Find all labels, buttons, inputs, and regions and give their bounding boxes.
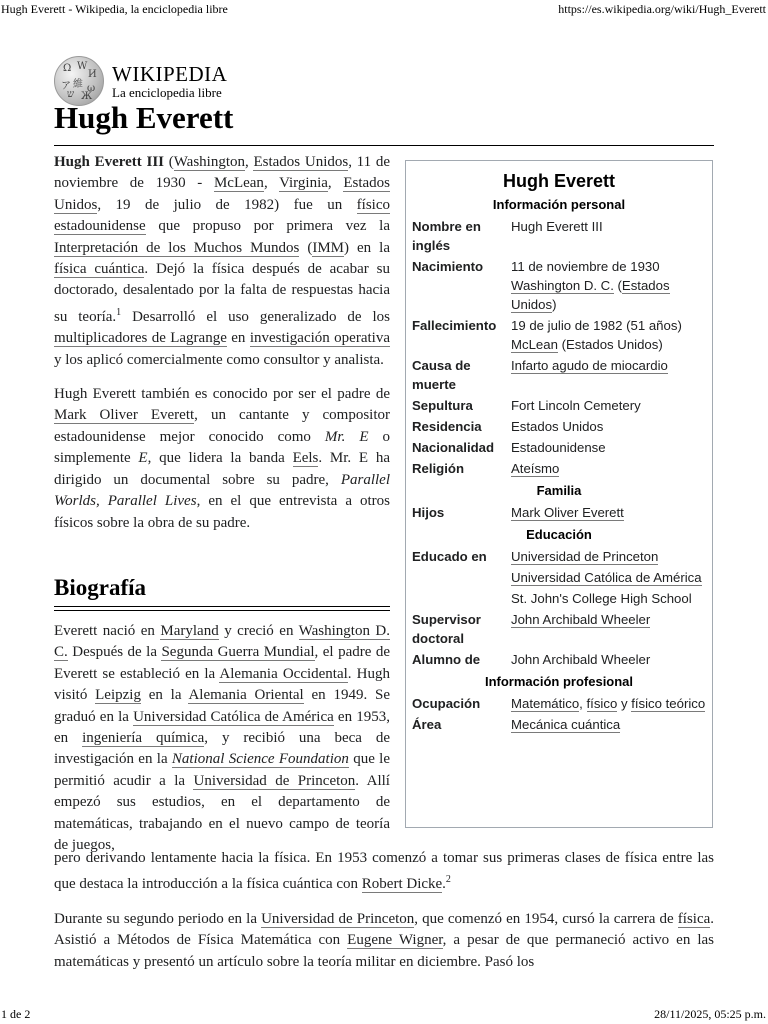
article-link[interactable]: Universidad Católica de América [511, 570, 702, 585]
infobox [405, 160, 713, 828]
infobox-value [511, 417, 706, 436]
article-link[interactable]: Washington D. C. [54, 623, 391, 661]
infobox-value [511, 610, 706, 648]
text-run: E [138, 450, 148, 467]
text-run: Hugh Everett III [511, 219, 603, 234]
infobox-label: Fallecimiento [412, 318, 497, 333]
infobox-value [511, 217, 706, 255]
text-run: , [579, 696, 587, 711]
section-divider [54, 606, 390, 611]
biografia-column [54, 621, 390, 869]
article-link[interactable]: McLean [213, 175, 264, 192]
text-run: Desarrolló el uso generalizado de los [121, 308, 390, 325]
text-run: Estados Unidos [511, 419, 604, 434]
infobox-value [511, 547, 706, 566]
article-link[interactable]: Eels [292, 450, 319, 467]
infobox-label: Causa de muerte [412, 358, 471, 392]
infobox-value [511, 438, 706, 457]
text-run: ( [164, 154, 174, 170]
text-run: o simplemente [54, 428, 390, 467]
infobox-label: Área [412, 717, 442, 732]
section-heading-biografia: Biografía [54, 575, 146, 600]
print-header-url: https://es.wikipedia.org/wiki/Hugh_Everett [558, 2, 766, 16]
infobox-row [406, 438, 712, 457]
infobox-section-heading: Familia [536, 483, 582, 498]
infobox-row [406, 217, 712, 255]
infobox-row [406, 257, 712, 314]
infobox-label: Supervisor doctoral [412, 612, 481, 646]
text-run: . Dejó la física después de acabar su doctorado, desalentado por la falta de respuestas hacia su teoría. [54, 261, 391, 325]
article-link[interactable]: John Archibald Wheeler [511, 612, 651, 627]
text-run: Mr. E [324, 428, 369, 445]
text-run: Hugh Everett también es conocido por ser el padre de [54, 386, 390, 403]
infobox-value [511, 459, 706, 478]
intro-column [54, 152, 390, 547]
infobox-row [406, 459, 712, 478]
article-link[interactable]: Virginia [279, 175, 328, 192]
biografia-paragraph-1 [54, 621, 390, 856]
text-run: Durante su segundo periodo en la [54, 910, 262, 927]
text-run: , en el que entrevista a otros físicos sobre la obra de su padre. [54, 493, 390, 531]
article-link[interactable]: Maryland [160, 623, 219, 639]
infobox-row [406, 568, 712, 587]
title-divider [54, 145, 714, 146]
infobox-value [511, 650, 706, 669]
text-run: que le permitió acudir a la [54, 751, 390, 789]
wikipedia-tagline: La enciclopedia libre [112, 84, 222, 100]
print-footer-date: 28/11/2025, 05:25 p.m. [654, 1007, 766, 1021]
article-link[interactable]: Mark Oliver Everett [511, 505, 624, 520]
infobox-value [511, 568, 706, 587]
text-run: , un cantante y compositor estadounidense mejor conocido como [54, 407, 390, 445]
footnote-ref[interactable]: 1 [116, 306, 122, 318]
article-link[interactable]: Interpretación de los Muchos Mundos [54, 239, 300, 256]
article-link[interactable]: National Science Foundation [171, 751, 349, 768]
text-run: y los aplicó comercialmente como consultor y analista. [54, 351, 384, 368]
text-run: 19 de julio de 1982 (51 años) [511, 318, 682, 333]
text-run: St. John's College High School [511, 591, 692, 606]
article-link[interactable]: Leipzig [95, 687, 141, 704]
article-link[interactable]: físico teórico [631, 696, 706, 711]
article-link[interactable]: Alemania Occidental [219, 665, 348, 682]
text-run: Estadounidense [511, 440, 606, 455]
article-link[interactable]: Universidad de Princeton [193, 772, 356, 789]
text-run: . Allí empezó sus estudios, en el departamento de matemáticas, trabajando en el nuevo campo de teoría de juegos, [54, 772, 390, 854]
text-run: , que comenzó en 1954, cursó la carrera de [414, 910, 678, 927]
text-run: , [327, 175, 344, 192]
article-link[interactable]: Alemania Oriental [188, 687, 304, 704]
intro-paragraph-2 [54, 384, 390, 534]
infobox-label: Alumno de [412, 652, 481, 667]
infobox-value [511, 715, 706, 734]
text-run: , [245, 154, 254, 170]
text-run: , a pesar de que permaneció activo en las matemáticas y presentó un artículo sobre la teoría militar en diciembre. Pasó los [54, 932, 715, 970]
infobox-value [511, 356, 706, 394]
article-link[interactable]: IMM [312, 239, 345, 256]
text-run: en [226, 330, 250, 347]
text-run: ) [552, 297, 557, 312]
wikipedia-wordmark: WIKIPEDIA [112, 61, 228, 86]
infobox-value [511, 694, 706, 713]
infobox-row [406, 356, 712, 394]
article-link[interactable]: Universidad de Princeton [511, 549, 659, 564]
infobox-row [406, 503, 712, 522]
text-run: John Archibald Wheeler [511, 652, 651, 667]
text-run: , el padre de Everett se estableció en la [54, 644, 391, 682]
text-run: . Hugh visitó [54, 665, 390, 704]
infobox-label: Nombre en inglés [412, 219, 481, 253]
biografia-wide [54, 848, 714, 986]
text-run: y [617, 696, 632, 711]
article-link[interactable]: físico [586, 696, 618, 711]
text-run: (Estados Unidos) [557, 337, 663, 352]
article-link[interactable]: Robert Dicke [361, 876, 443, 893]
infobox-row [406, 610, 712, 648]
infobox-label [412, 589, 511, 608]
infobox-label: Ocupación [412, 696, 481, 711]
text-run: en la [140, 687, 189, 704]
infobox-value [511, 316, 706, 354]
infobox-label: Residencia [412, 419, 482, 434]
biografia-paragraph-2 [54, 909, 714, 973]
text-run: ( [299, 239, 313, 256]
article-link[interactable]: Infarto agudo de miocardio [511, 358, 668, 373]
text-run: pero derivando lentamente hacia la física. En 1953 comenzó a tomar sus primeras clases de física entre las que destaca la introducción a la física cuántica con [54, 850, 714, 893]
infobox-section-heading: Educación [526, 527, 592, 542]
article-link[interactable]: físico estadounidense [54, 196, 390, 235]
infobox-label: Religión [412, 461, 465, 476]
infobox-section-heading: Información personal [492, 197, 626, 212]
infobox-label: Hijos [412, 505, 445, 520]
article-link[interactable]: investigación operativa [249, 330, 390, 347]
text-run: , 11 de noviembre de 1930 - [54, 154, 390, 192]
infobox-label: Nacimiento [412, 259, 484, 274]
article-link[interactable]: Ateísmo [511, 461, 560, 476]
article-link[interactable]: física [677, 910, 711, 927]
text-run: , y recibió una beca de investigación en la [54, 730, 390, 768]
infobox-row [406, 589, 712, 608]
infobox-section-heading: Información profesional [484, 674, 634, 689]
infobox-row [406, 316, 712, 354]
text-run: Parallel Worlds, Parallel Lives [54, 471, 390, 510]
infobox-row [406, 547, 712, 566]
article-link[interactable]: Washington [173, 154, 246, 170]
article-link[interactable]: Eugene Wigner [347, 932, 443, 949]
page-title: Hugh Everett [54, 100, 234, 135]
text-run: ( [613, 278, 622, 293]
intro-paragraph-1 [54, 152, 390, 371]
article-link[interactable]: McLean [511, 337, 558, 352]
infobox-value [511, 589, 706, 608]
infobox-title: Hugh Everett [502, 171, 616, 191]
text-run: , 19 de julio de 1982) fue un [97, 196, 357, 213]
text-run: Hugh Everett III [54, 154, 164, 170]
text-run: . Asistió a Métodos de Física Matemática con [54, 910, 715, 949]
wikipedia-logo[interactable] [54, 56, 227, 106]
text-run: Everett nació en [54, 623, 161, 639]
infobox-value [511, 257, 706, 314]
text-run: que propuso por primera vez la [145, 218, 390, 235]
article-link[interactable]: ingeniería química [82, 730, 205, 747]
text-run: y creció en [218, 623, 299, 639]
article-link[interactable]: física cuántica [54, 261, 145, 278]
text-run: , [263, 175, 280, 192]
text-run: . Mr. E ha dirigido un documental sobre su padre, [54, 450, 390, 488]
infobox-label [412, 568, 511, 587]
text-run: Después de la [67, 644, 162, 661]
text-run: 11 de noviembre de 1930 [511, 259, 660, 274]
article-link[interactable]: Universidad Católica de América [133, 708, 334, 725]
article-link[interactable]: Segunda Guerra Mundial [161, 644, 315, 661]
infobox-label: Nacionalidad [412, 440, 495, 455]
article-link[interactable]: Estados Unidos [54, 175, 390, 213]
biografia-paragraph-1-cont [54, 848, 714, 896]
print-footer-page: 1 de 2 [1, 1007, 31, 1021]
text-run: Fort Lincoln Cemetery [511, 398, 641, 413]
article-link[interactable]: Estados Unidos [253, 154, 349, 170]
infobox-row [406, 715, 712, 734]
text-run: en 1953, en [54, 708, 390, 747]
infobox-row [406, 396, 712, 415]
infobox-row [406, 650, 712, 669]
text-run: en 1949. Se graduó en la [54, 687, 390, 725]
article-link[interactable]: Matemático [511, 696, 580, 711]
print-header-title: Hugh Everett - Wikipedia, la enciclopedia libre [1, 2, 228, 16]
article-link[interactable]: multiplicadores de Lagrange [54, 330, 227, 347]
infobox-row [406, 417, 712, 436]
infobox-label: Sepultura [412, 398, 473, 413]
article-link[interactable]: Estados Unidos [511, 278, 670, 312]
infobox-value [511, 396, 706, 415]
text-run: , que lidera la banda [147, 450, 293, 467]
text-run: . [442, 876, 446, 893]
footnote-ref[interactable]: 2 [445, 874, 451, 886]
infobox-label: Educado en [412, 549, 487, 564]
infobox-value [511, 503, 706, 522]
wikipedia-globe-icon: Ω W И ア 維 ω ש Ж [54, 56, 104, 106]
article-link[interactable]: Universidad de Princeton [261, 910, 415, 927]
text-run: ) en la [344, 239, 391, 256]
infobox-row [406, 694, 712, 713]
article-link[interactable]: Washington D. C. [511, 278, 614, 293]
article-link[interactable]: Mecánica cuántica [511, 717, 621, 732]
article-link[interactable]: Mark Oliver Everett [54, 407, 195, 424]
